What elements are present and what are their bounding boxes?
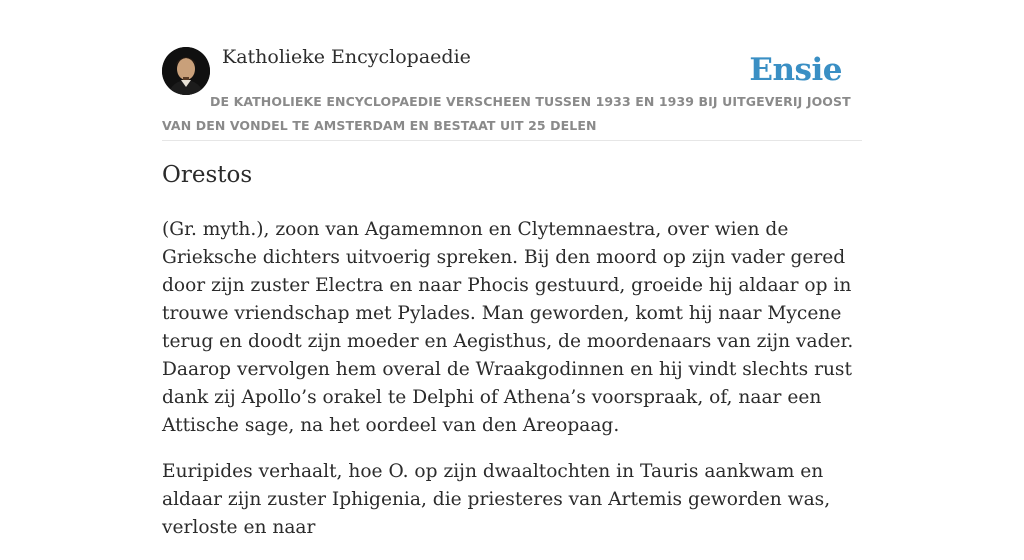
article-paragraph: Euripides verhaalt, hoe O. op zijn dwaaltochten in Tauris aankwam en aldaar zijn zuster Iphigenia, die priesteres van Artemis geworden was, verloste en naar	[162, 461, 831, 538]
article-title: Orestos	[162, 162, 253, 188]
article-paragraph: (Gr. myth.), zoon van Agamemnon en Clytemnaestra, over wien de Grieksche dichters uitvoerig spreken. Bij den moord op zijn vader gered door zijn zuster Electra en naar Phocis gestuurd, groeide hij aldaar op in trouwe vriendschap met Pylades. Man geworden, komt hij naar Mycene terug en doodt zijn moeder en Aegisthus, de moordenaars van zijn vader. Daarop vervolgen hem overal de Wraakgodinnen en hij vindt slechts rust dank zij Apollo’s orakel te Delphi of Athena’s voorspraak, of, naar een Attische sage, na het oordeel van den Areopaag.	[162, 219, 854, 436]
site-title[interactable]: Katholieke Encyclopaedie	[222, 46, 471, 68]
brand-logo[interactable]: Ensie	[749, 52, 842, 88]
site-header	[162, 0, 862, 141]
portrait-icon	[162, 47, 210, 95]
site-subtitle: DE KATHOLIEKE ENCYCLOPAEDIE VERSCHEEN TUSSEN 1933 EN 1939 BIJ UITGEVERIJ JOOST VAN DEN VONDEL TE AMSTERDAM EN BESTAAT UIT 25 DELEN	[162, 94, 851, 133]
article-body	[162, 216, 862, 560]
avatar[interactable]	[162, 47, 210, 95]
